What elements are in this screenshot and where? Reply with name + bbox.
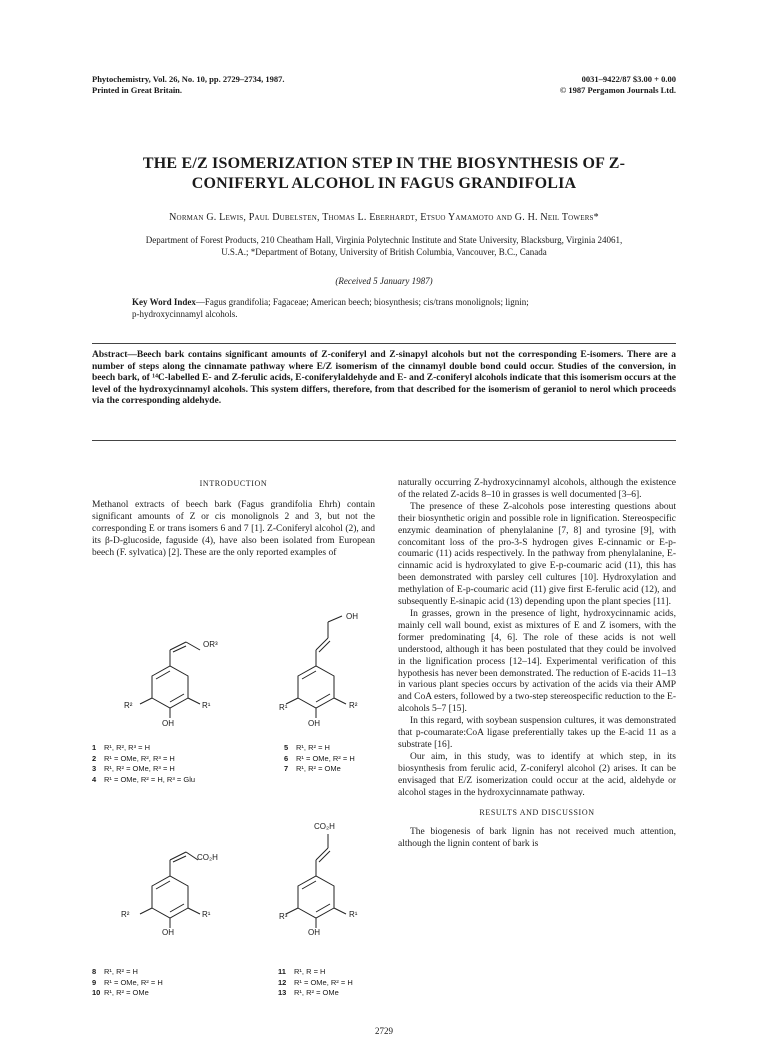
- structure-5-right: R²: [349, 701, 358, 710]
- results-heading: RESULTS AND DISCUSSION: [479, 808, 595, 818]
- affiliation-line-2: U.S.A.; *Department of Botany, University of British Columbia, Vancouver, B.C., Canada: [221, 247, 547, 257]
- citation-line-2: Printed in Great Britain.: [92, 85, 183, 95]
- affiliations: [92, 234, 676, 258]
- title-line-1: THE E/Z ISOMERIZATION STEP IN THE BIOSYNTHESIS OF Z-: [142, 155, 626, 172]
- journal-citation: [92, 74, 284, 96]
- structure-8-10-diagram: [100, 846, 240, 956]
- right-column: [398, 478, 676, 851]
- compound-list-5-7: [284, 743, 394, 775]
- left-column-intro: [92, 478, 375, 559]
- right-paragraph-5: Our aim, in this study, was to identify at which step, in its biosynthesis from ferulic acid, Z-coniferyl alcohol (2) arises. It can be envisaged that E/Z isomerization could occur at the acid, aldehyde or alcohol stages in the hydroxycinnamate pathway.: [398, 751, 676, 798]
- compound-list-11-13: [278, 967, 398, 999]
- structure-11-13-diagram: [262, 820, 382, 950]
- keyword-text-1: —Fagus grandifolia; Fagaceae; American beech; biosynthesis; cis/trans monolignols; lignin;: [195, 297, 529, 307]
- price-line: 0031–9422/87 $3.00 + 0.00: [581, 74, 676, 84]
- introduction-heading: INTRODUCTION: [199, 479, 268, 488]
- compound-row: 9 R¹ = OMe, R² = H: [92, 977, 163, 987]
- intro-paragraph: Methanol extracts of beech bark (Fagus grandifolia Ehrh) contain significant amounts of Z or cis monolignols 2 and 3, but not the corresponding E or trans isomers 6 and 7 [1]. Z-Coniferyl alcohol (2), and its β-D-glucoside, faguside (4), have also been isolated from European beech (F. sylvatica) [2]. These are the only reported examples of: [92, 499, 375, 558]
- structure-1-bottom: OH: [162, 719, 174, 728]
- affiliation-line-1: Department of Forest Products, 210 Cheatham Hall, Virginia Polytechnic Institute and State University, Blacksburg, Virginia 24061,: [145, 235, 623, 245]
- right-paragraph-3: In grasses, grown in the presence of light, hydroxycinnamic acids, mainly cell wall bound, exist as mixtures of E and Z isomers, with the former predominating [4, 6]. The role of these acids is not well understood, although it has been postulated that they could be involved in the lignification process [12–14]. Experimental verification of this hypothesis has never been demonstrated. The reduction of E-acids 11–13 in various plant species occurs by activation of the acids via their AMP and CoA esters, followed by a two-step stereospecific reduction to the E-alcohols 5–7 [15].: [398, 608, 676, 715]
- compound-row: 2 R¹ = OMe, R², R³ = H: [92, 753, 175, 763]
- structure-8-left: R²: [121, 910, 130, 919]
- results-paragraph: The biogenesis of bark lignin has not received much attention, although the lignin content of bark is: [398, 827, 676, 850]
- author-list: Norman G. Lewis, Paul Dubelsten, Thomas L. Eberhardt, Etsuo Yamamoto and G. H. Neil Towers*: [169, 212, 599, 223]
- abstract-bottom-rule: [92, 440, 676, 441]
- keyword-label: Key Word Index: [132, 297, 196, 307]
- title-line-2: CONIFERYL ALCOHOL IN FAGUS GRANDIFOLIA: [191, 175, 577, 192]
- compound-row: 8 R¹, R² = H: [92, 967, 138, 976]
- abstract-label: Abstract: [92, 350, 128, 360]
- compound-row: 10 R¹, R² = OMe: [92, 988, 149, 997]
- abstract-body: —Beech bark contains significant amounts of Z-coniferyl and Z-sinapyl alcohols but not the corresponding E-isomers. There are a number of steps along the cinnamate pathway where E/Z isomerism of the cinnamyl double bond could occur. Studies of the conversion, in beech bark, of ¹⁴C-labelled E- and Z-ferulic acids, E-coniferylaldehyde and E- and Z-coniferyl alcohols indicate that this isomerism occurs at the level of the hydroxycinnamyl alcohols. This system differs, therefore, from that described for the isomerism of geraniol to nerol which proceeds via the corresponding aldehyde.: [92, 350, 676, 407]
- keyword-index: [132, 296, 652, 320]
- received-date: (Received 5 January 1987): [335, 276, 433, 286]
- compound-row: 13 R¹, R² = OMe: [278, 988, 339, 997]
- right-paragraph-2: The presence of these Z-alcohols pose interesting questions about their biosynthetic origin and possible role in lignification. Stereospecific enzymic deamination of phenylalanine [7, 8] and tyrosine [9], with concomitant loss of the pro-3-S hydrogen gives E-cinnamic or E-p-coumaric (11) acids respectively. In the pathway from phenylalanine, E-cinnamic acid is hydroxylated to give E-p-coumaric acid (11), this has been demonstrated with parsley cell cultures [10]. Hydroxylation and methylation of E-p-coumaric acid (11) give first E-ferulic acid (12), and subsequently E-sinapic acid (13) depending upon the plant species [11].: [398, 501, 676, 608]
- keyword-text-2: p-hydroxycinnamyl alcohols.: [132, 309, 238, 319]
- structure-5-left: R¹: [279, 703, 288, 712]
- compound-row: 6 R¹ = OMe, R² = H: [284, 753, 355, 763]
- structure-8-right: R¹: [202, 910, 211, 919]
- structure-8-bottom: OH: [162, 928, 174, 937]
- copyright-line: © 1987 Pergamon Journals Ltd.: [559, 85, 676, 95]
- compound-row: 3 R¹, R² = OMe, R³ = H: [92, 764, 175, 773]
- compound-row: 7 R¹, R² = OMe: [284, 764, 341, 773]
- compound-row: 12 R¹ = OMe, R² = H: [278, 977, 353, 987]
- structure-1-4-diagram: [100, 636, 240, 746]
- compound-list-1-4: [92, 743, 272, 785]
- abstract: [92, 350, 676, 408]
- structure-8-sub-top: CO₂H: [197, 853, 218, 862]
- compound-list-8-10: [92, 967, 252, 999]
- compound-row: 1 R¹, R², R³ = H: [92, 743, 151, 752]
- compound-row: 4 R¹ = OMe, R² = H, R³ = Glu: [92, 774, 196, 784]
- structure-1-sub-top: OR³: [203, 640, 218, 649]
- compound-row: 11 R¹, R = H: [278, 967, 326, 976]
- structure-1-left: R²: [124, 701, 133, 710]
- right-paragraph-4: In this regard, with soybean suspension cultures, it was demonstrated that p-coumarate:CoA ligase preferentially takes up the E-acid 11 as a substrate [16].: [398, 716, 676, 750]
- structure-1-right: R¹: [202, 701, 211, 710]
- right-paragraph-1: naturally occurring Z-hydroxycinnamyl alcohols, although the existence of the related Z-acids 8–10 in grasses is well documented [3–6].: [398, 478, 676, 500]
- paper-title: [0, 154, 768, 194]
- structure-11-left: R³: [279, 912, 288, 921]
- structure-11-right: R¹: [349, 910, 358, 919]
- structure-5-bottom: OH: [308, 719, 320, 728]
- page-number: 2729: [375, 1026, 393, 1036]
- publisher-info: [560, 74, 676, 96]
- structure-11-sub-top: CO₂H: [314, 822, 335, 831]
- structure-5-7-diagram: [262, 610, 382, 740]
- structure-11-bottom: OH: [308, 928, 320, 937]
- citation-line-1: Phytochemistry, Vol. 26, No. 10, pp. 2729–2734, 1987.: [92, 74, 285, 84]
- abstract-top-rule: [92, 343, 676, 344]
- compound-row: 5 R¹, R² = H: [284, 743, 330, 752]
- structure-5-sub-top: OH: [346, 612, 358, 621]
